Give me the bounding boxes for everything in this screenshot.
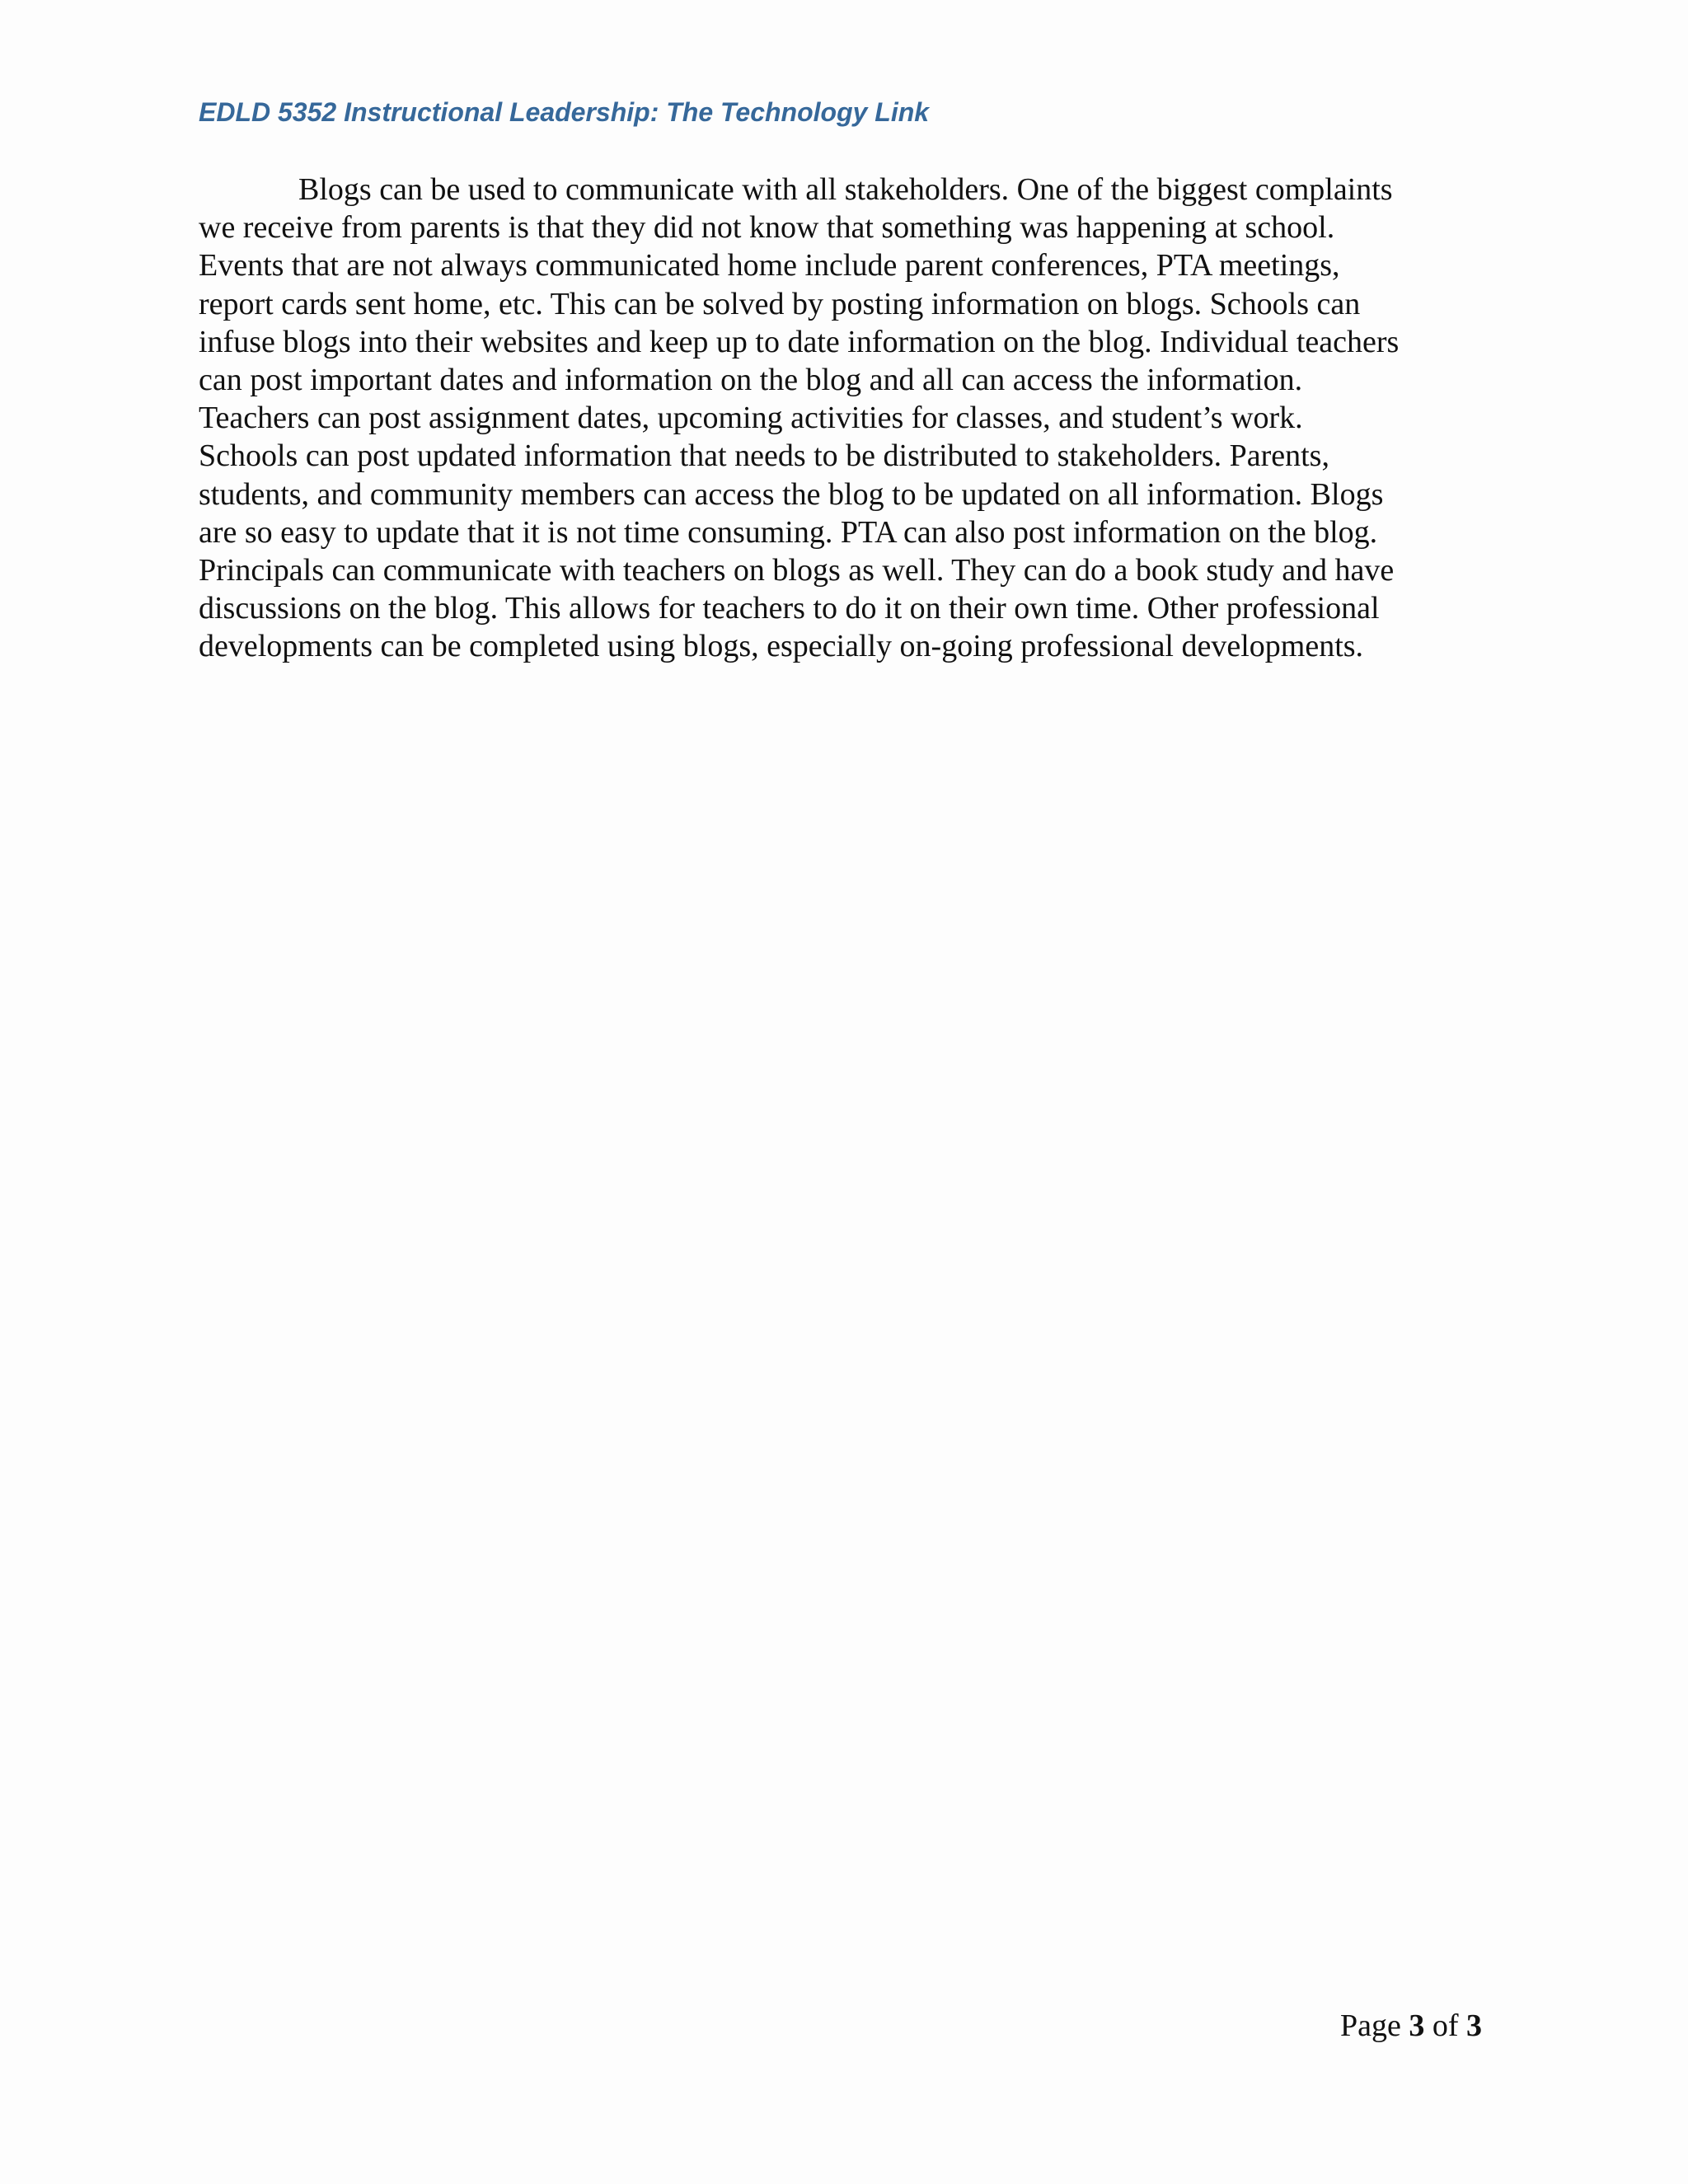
paragraph-line: infuse blogs into their websites and keep up to date information on the blog. Individual teachers <box>199 324 1400 359</box>
paragraph-line: can post important dates and information on the blog and all can access the information. <box>199 363 1303 398</box>
paragraph-line: Schools can post updated information that needs to be distributed to stakeholders. Parents, <box>199 438 1329 474</box>
paragraph-line: report cards sent home, etc. This can be solved by posting information on blogs. Schools can <box>199 286 1361 321</box>
page-word: Page <box>1340 2008 1401 2043</box>
paragraph-line: are so easy to update that it is not time consuming. PTA can also post information on the blog. <box>199 514 1378 550</box>
page-header-title: EDLD 5352 Instructional Leadership: The Technology Link <box>199 97 930 127</box>
paragraph-line: discussions on the blog. This allows for teachers to do it on their own time. Other professional <box>199 591 1380 626</box>
current-page-number: 3 <box>1409 2008 1425 2043</box>
of-word: of <box>1432 2008 1459 2043</box>
paragraph-line: Events that are not always communicated home include parent conferences, PTA meetings, <box>199 248 1340 284</box>
paragraph-line: Blogs can be used to communicate with all stakeholders. One of the biggest complaints <box>298 172 1393 207</box>
paragraph-line: Principals can communicate with teachers on blogs as well. They can do a book study and have <box>199 553 1395 588</box>
paragraph-line: students, and community members can access the blog to be updated on all information. Blogs <box>199 476 1384 512</box>
paragraph-line: we receive from parents is that they did not know that something was happening at school. <box>199 210 1335 246</box>
total-pages-number: 3 <box>1466 2008 1483 2043</box>
paragraph-line: developments can be completed using blogs, especially on-going professional developments. <box>199 629 1364 664</box>
page-number-footer <box>1340 2008 1482 2044</box>
paragraph-line: Teachers can post assignment dates, upcoming activities for classes, and student’s work. <box>199 401 1303 436</box>
body-paragraph <box>199 171 1493 666</box>
